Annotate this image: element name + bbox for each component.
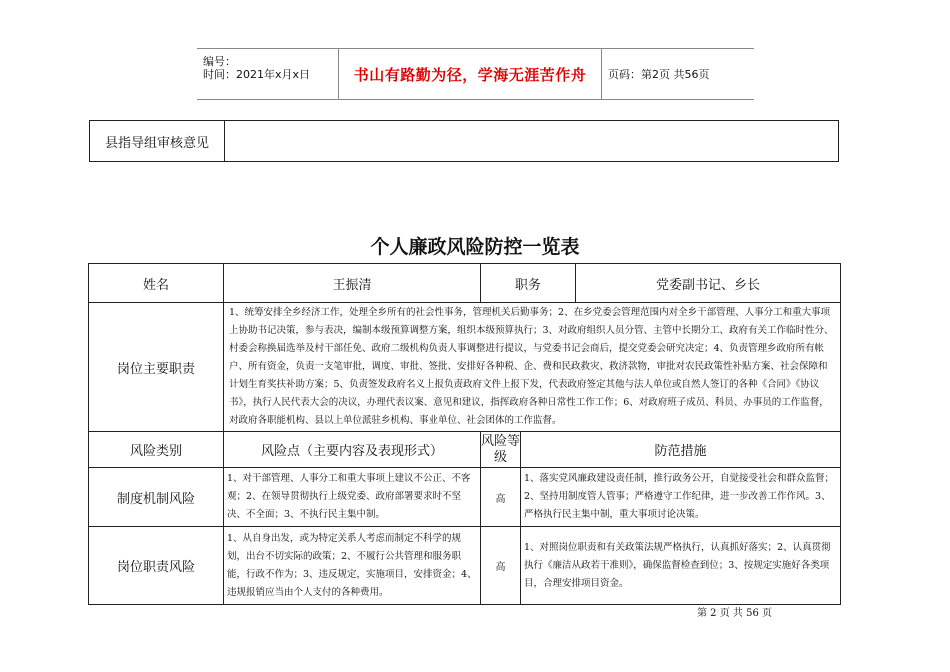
duties-text: 1、统筹安排全乡经济工作，处理全乡所有的社会性事务，管理机关后勤事务；2、在乡党委会管理范围内对全乡干部管理、人事分工和重大事项上协助书记决策，参与表决，编制本级预算调整方案，组织本级预算执行；3、对政府组织人员分管、主管中长期分工、政府有关工作临时性分、村委会称换届选举及村干部任免、政府二级机构负责人事调整进行提议，与党委书记会商后，提交党委会研究决定；4、负责管理乡政府所有帐户、所有资金，负责一支笔审批，调度、审批、签批、安排好各种税、企、费和民政救灾、救济款物，审批对农民政策性补贴方案、社会保障和计划生育奖扶补助方案；5、负责签发政府名义上报负责政府文件上报下发，代表政府签定其他与法人单位或自然人签订的各种《合同》《协议书》，执行人民代表大会的决议，办理代表议案、意见和建议，指挥政府各种日常性工作工作；6、对政府班子成员、科员、办事员的工作监督，对政府各职能机构、县以上单位派驻乡机构、事业单位、社会团体的工作监督。 — [224, 303, 841, 432]
table-row — [89, 527, 841, 605]
review-box — [89, 120, 839, 162]
header-meta — [197, 49, 339, 99]
risk-point: 1、从自身出发，或为特定关系人考虑而制定不科学的规划，出台不切实际的政策；2、不履行公共管理和服务职能，行政不作为；3、违反规定，实施项目，安排资金；4、违规报销应当由个人支付的各种费用。 — [224, 527, 481, 605]
position-label: 职务 — [481, 264, 576, 303]
risk-point: 1、对干部管理、人事分工和重大事项上建议不公正、不客观；2、在领导贯彻执行上级党委、政府部署要求时不坚决、不全面；3、不执行民主集中制。 — [224, 468, 481, 527]
risk-category: 制度机制风险 — [89, 468, 224, 527]
duties-label: 岗位主要职责 — [89, 303, 224, 432]
time-label: 时间：2021年x月x日 — [203, 68, 311, 81]
document-title: 个人廉政风险防控一览表 — [370, 236, 580, 258]
header-measures: 防范措施 — [521, 432, 841, 468]
risk-level: 高 — [481, 468, 521, 527]
header-point: 风险点（主要内容及表现形式） — [224, 432, 481, 468]
header-level: 风险等级 — [481, 432, 521, 468]
risk-header-row — [89, 432, 841, 468]
risk-measures: 1、对照岗位职责和有关政策法规严格执行，认真抓好落实；2、认真贯彻执行《廉洁从政若干准则》，确保监督检查到位；3、按规定实施好各类项目，合理安排项目资金。 — [521, 527, 841, 605]
position-value: 党委副书记、乡长 — [576, 264, 841, 303]
header-category: 风险类别 — [89, 432, 224, 468]
risk-level: 高 — [481, 527, 521, 605]
risk-category: 岗位职责风险 — [89, 527, 224, 605]
name-label: 姓名 — [89, 264, 224, 303]
table-row — [89, 468, 841, 527]
page-label: 页码：第2页 共56页 — [608, 68, 710, 81]
page-header — [197, 48, 754, 100]
risk-control-table — [88, 263, 841, 605]
header-page-cell — [602, 49, 760, 99]
name-value: 王振清 — [224, 264, 481, 303]
risk-measures: 1、落实党风廉政建设责任制，推行政务公开，自觉接受社会和群众监督；2、坚持用制度管人管事；严格遵守工作纪律，进一步改善工作作风。3、严格执行民主集中制，重大事项讨论决策。 — [521, 468, 841, 527]
number-label: 编号： — [203, 55, 236, 68]
profile-row — [89, 264, 841, 303]
duties-row — [89, 303, 841, 432]
header-motto-cell — [339, 49, 602, 99]
motto: 书山有路勤为径，学海无涯苦作舟 — [353, 65, 587, 84]
page-footer: 第 2 页 共 56 页 — [697, 608, 772, 619]
review-label: 县指导组审核意见 — [90, 121, 225, 161]
